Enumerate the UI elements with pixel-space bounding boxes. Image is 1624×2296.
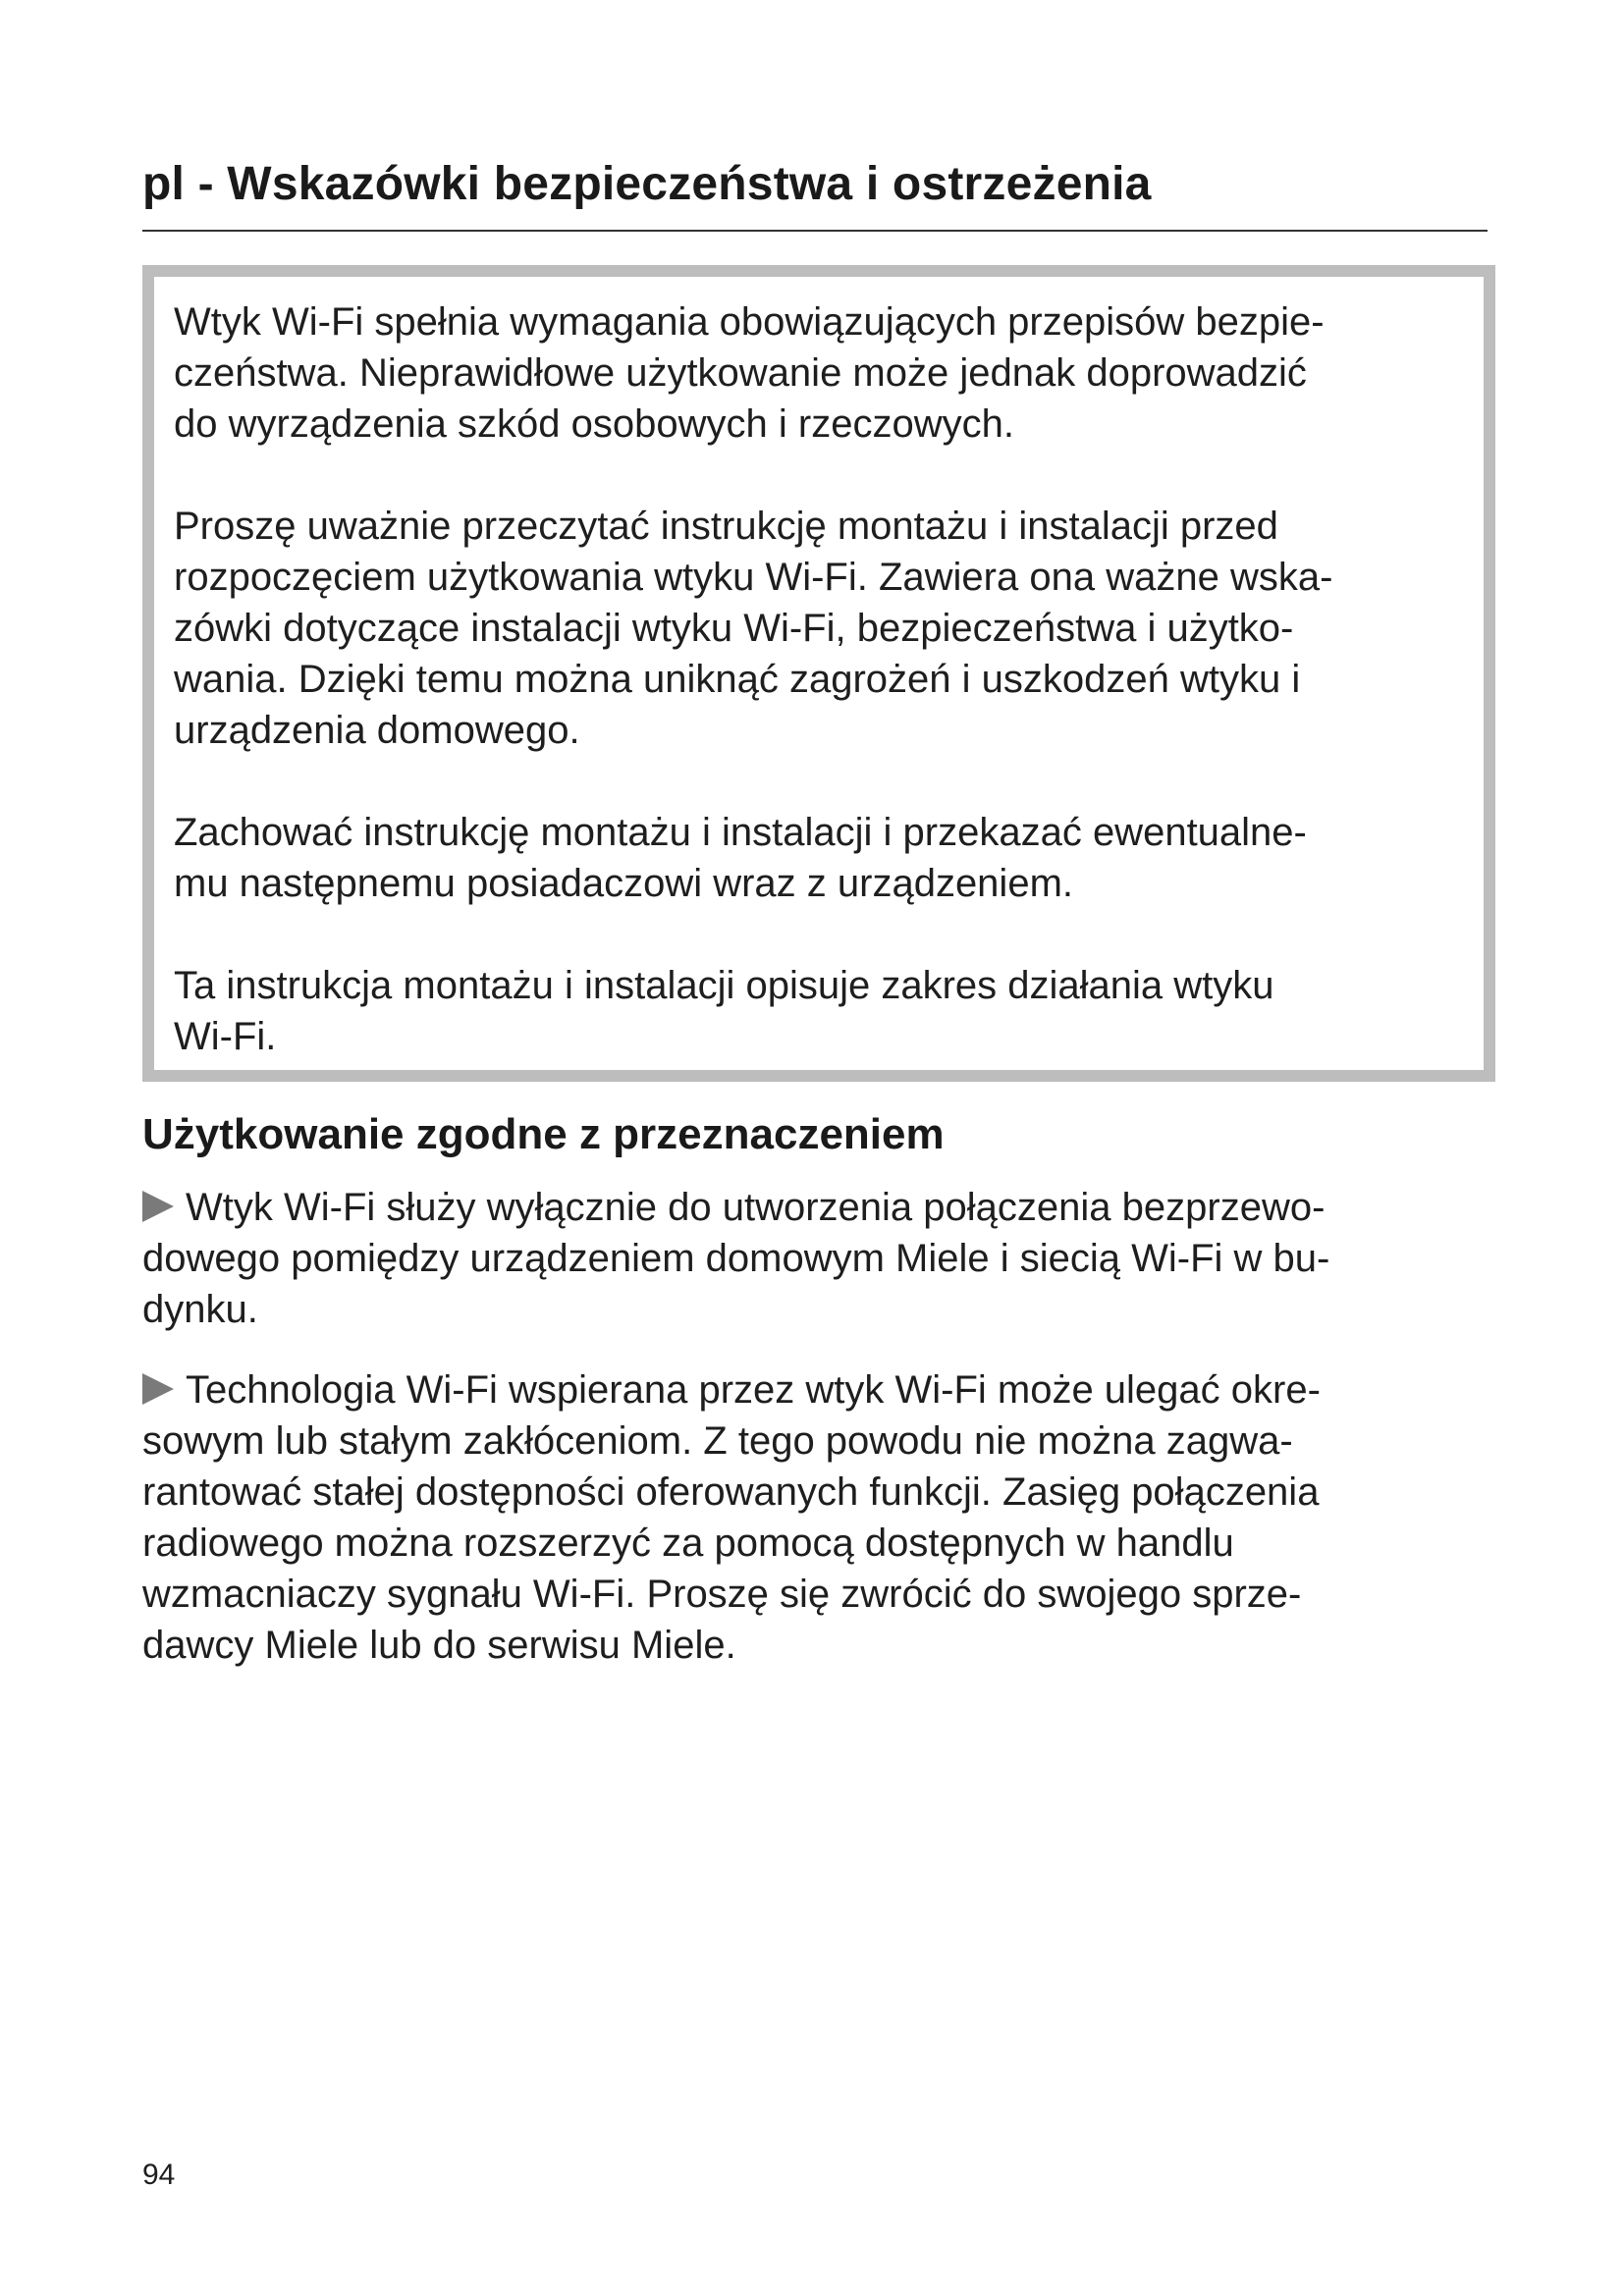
notice-paragraph <box>174 296 1484 450</box>
text-line: Wtyk Wi-Fi spełnia wymagania obowiązujących przepisów bezpie- <box>174 300 1325 344</box>
text-line: wania. Dzięki temu można uniknąć zagrożeń i uszkodzeń wtyku i <box>174 658 1301 701</box>
text-line: Zachować instrukcję montażu i instalacji i przekazać ewentualne- <box>174 811 1307 854</box>
notice-paragraph <box>174 501 1484 756</box>
bullet-first-line-text: Technologia Wi-Fi wspierana przez wtyk Wi-Fi może ulegać okre- <box>186 1368 1321 1412</box>
safety-notice-box <box>142 265 1495 1082</box>
text-line <box>142 1364 1495 1415</box>
intended-use-section <box>142 1103 1495 1671</box>
text-line: mu następnemu posiadaczowi wraz z urządzeniem. <box>174 862 1073 905</box>
text-line: rozpoczęciem użytkowania wtyku Wi-Fi. Zawiera ona ważne wska- <box>174 556 1333 599</box>
text-line: dynku. <box>142 1288 258 1331</box>
text-line: rantować stałej dostępności oferowanych funkcji. Zasięg połączenia <box>142 1470 1320 1514</box>
bullet-first-line-text: Wtyk Wi-Fi służy wyłącznie do utworzenia połączenia bezprzewo- <box>186 1186 1326 1229</box>
text-line: dawcy Miele lub do serwisu Miele. <box>142 1624 736 1667</box>
triangle-right-icon <box>142 1191 174 1222</box>
text-line: Wi-Fi. <box>174 1015 277 1058</box>
text-line: czeństwa. Nieprawidłowe użytkowanie może jednak doprowadzić <box>174 351 1307 395</box>
text-line: urządzenia domowego. <box>174 709 580 752</box>
triangle-right-icon <box>142 1373 174 1405</box>
section-heading: Użytkowanie zgodne z przeznaczeniem <box>142 1110 945 1158</box>
bullet-item <box>142 1182 1495 1335</box>
text-line: radiowego można rozszerzyć za pomocą dostępnych w handlu <box>142 1522 1234 1565</box>
bullet-item <box>142 1364 1495 1671</box>
notice-paragraph <box>174 807 1484 909</box>
text-line <box>142 1182 1495 1233</box>
page-title: pl - Wskazówki bezpieczeństwa i ostrzeżenia <box>142 158 1152 210</box>
text-line: wzmacniaczy sygnału Wi-Fi. Proszę się zwrócić do swojego sprze- <box>142 1573 1302 1616</box>
text-line: Ta instrukcja montażu i instalacji opisuje zakres działania wtyku <box>174 964 1274 1007</box>
text-line: dowego pomiędzy urządzeniem domowym Miele i siecią Wi-Fi w bu- <box>142 1237 1330 1280</box>
text-line: sowym lub stałym zakłóceniom. Z tego powodu nie można zagwa- <box>142 1419 1293 1463</box>
text-line: Proszę uważnie przeczytać instrukcję montażu i instalacji przed <box>174 505 1278 548</box>
text-line: zówki dotyczące instalacji wtyku Wi-Fi, bezpieczeństwa i użytko- <box>174 607 1294 650</box>
page-header <box>142 157 1488 232</box>
page-number: 94 <box>142 2159 176 2191</box>
notice-paragraph <box>174 960 1484 1062</box>
text-line: do wyrządzenia szkód osobowych i rzeczowych. <box>174 402 1014 446</box>
